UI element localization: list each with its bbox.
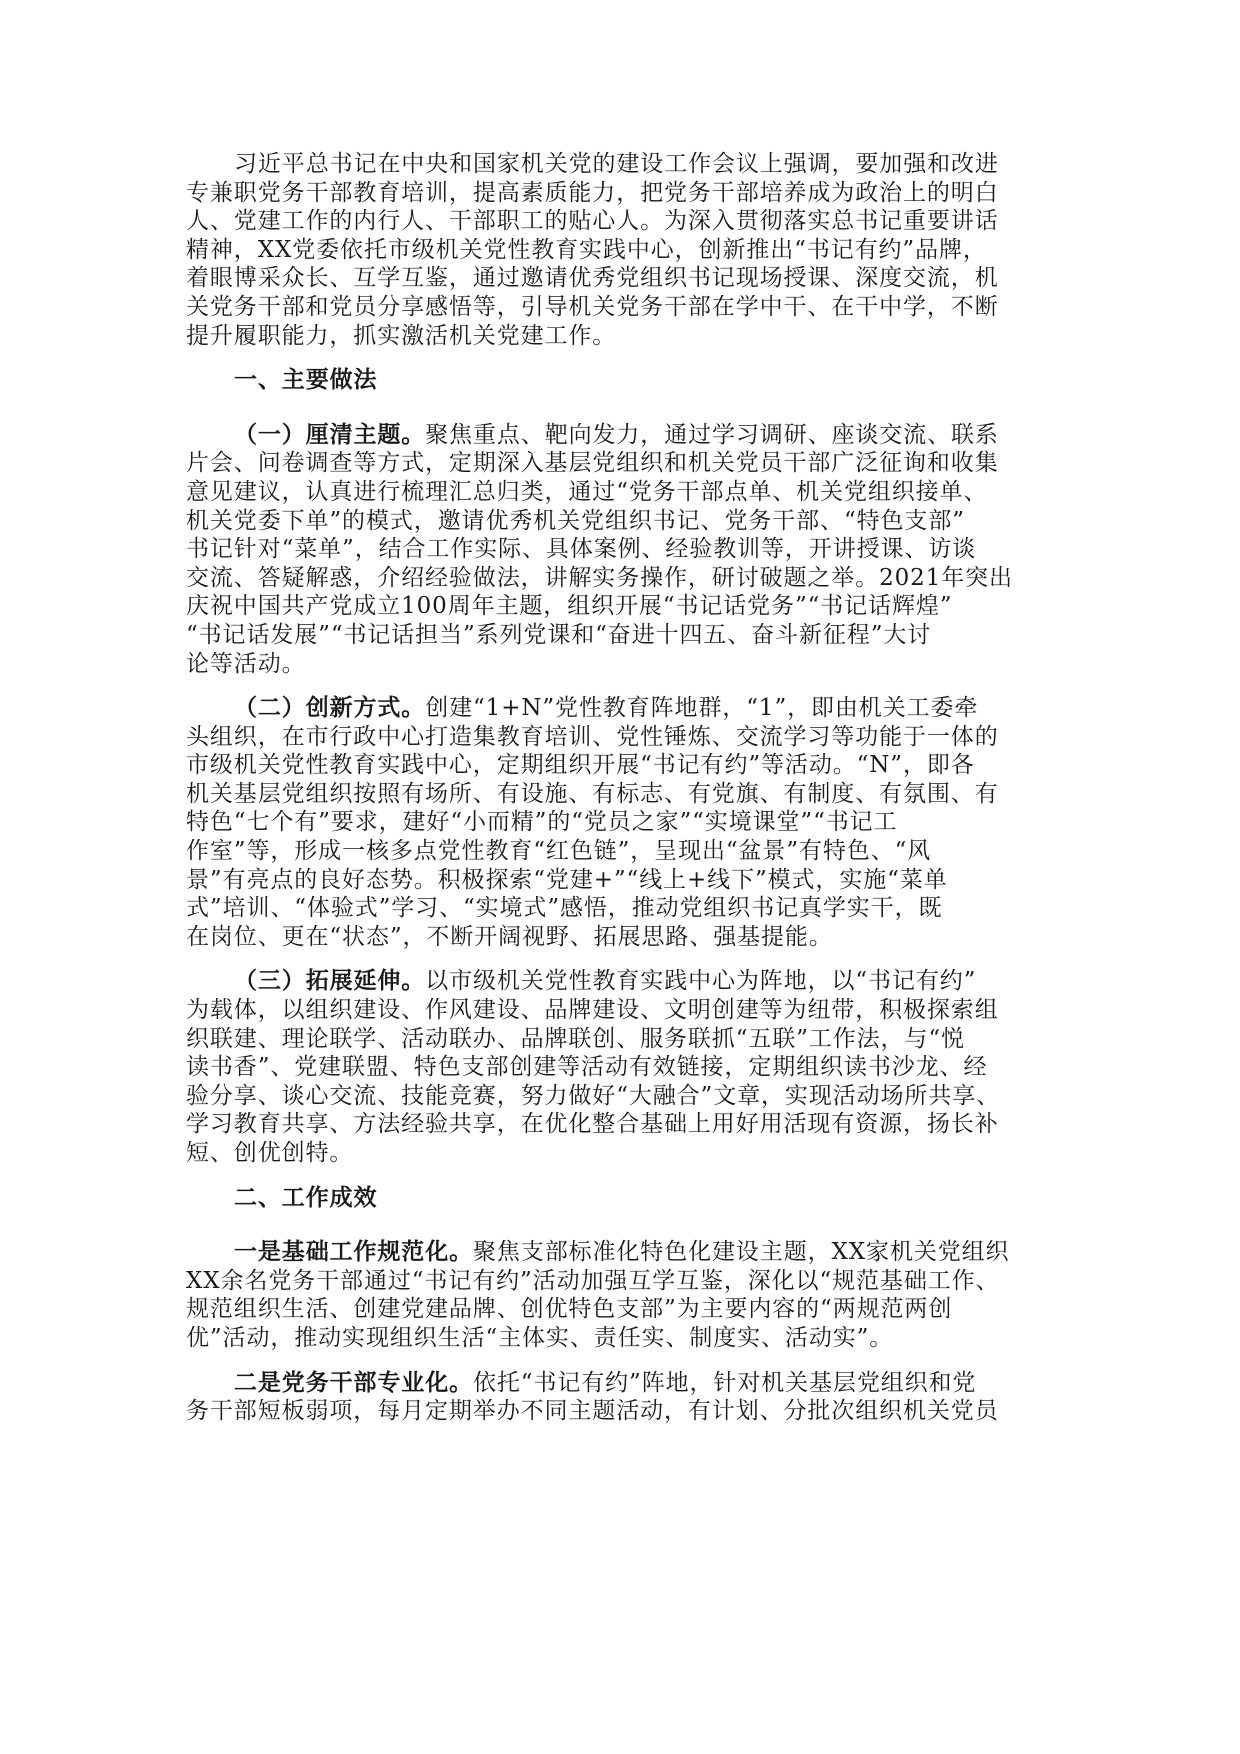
text-line: 交流、答疑解惑，介绍经验做法，讲解实务操作，研讨破题之举。2021年突出 <box>186 564 1013 591</box>
text-line: “书记话发展”“书记话担当”系列党课和“奋进十四五、奋斗新征程”大讨 <box>186 621 932 648</box>
text-line <box>186 967 1046 996</box>
text-line: 规范组织生活、创建党建品牌、创优特色支部”为主要内容的“两规范两创 <box>186 1296 953 1323</box>
text-line: 读书香”、党建联盟、特色支部创建等活动有效链接，定期组织读书沙龙、经 <box>186 1054 988 1081</box>
text-line: 机关党委下单”的模式，邀请优秀机关党组织书记、党务干部、“特色支部” <box>186 507 965 534</box>
text-line <box>186 421 1046 450</box>
text-span: 以市级机关党性教育实践中心为阵地，以“书记有约” <box>425 968 977 995</box>
text-line: 优”活动，推动实现组织生活“主体实、责任实、制度实、活动实”。 <box>186 1324 894 1351</box>
paragraph-innovate-methods <box>186 694 1046 951</box>
text-line: 关党务干部和党员分享感悟等，引导机关党务干部在学中干、在干中学，不断 <box>186 293 999 320</box>
text-line: XX余名党务干部通过“书记有约”活动加强互学互鉴，深化以“规范基础工作、 <box>186 1267 1000 1294</box>
text-line: 专兼职党务干部教育培训，提高素质能力，把党务干部培养成为政治上的明白 <box>186 179 999 206</box>
text-line: 习近平总书记在中央和国家机关党的建设工作会议上强调，要加强和改进 <box>234 151 999 177</box>
text-line: 学习教育共享、方法经验共享，在优化整合基础上用好用活现有资源，扬长补 <box>186 1111 999 1138</box>
text-line <box>186 694 1046 723</box>
text-line: 论等活动。 <box>186 650 306 677</box>
section-heading-main-practices: 一、主要做法 <box>234 366 378 394</box>
text-line: 市级机关党性教育实践中心，定期组织开展“书记有约”等活动。“N”，即各 <box>186 752 975 779</box>
text-line: 验分享、谈心交流、技能竞赛，努力做好“大融合”文章，实现活动场所共享、 <box>186 1082 1001 1109</box>
text-span: 依托“书记有约”阵地，针对机关基层党组织和党 <box>473 1369 977 1396</box>
text-span: 聚焦重点、靶向发力，通过学习调研、座谈交流、联系 <box>425 421 999 448</box>
text-line: 机关基层党组织按照有场所、有设施、有标志、有党旗、有制度、有氛围、有 <box>186 780 999 807</box>
paragraph-professionalization <box>186 1369 1046 1426</box>
paragraph-standardization <box>186 1238 1046 1352</box>
paragraph-expand-extend <box>186 967 1046 1167</box>
text-line: 景”有亮点的良好态势。积极探索“党建+”“线上+线下”模式，实施“菜单 <box>186 866 948 893</box>
text-line: 务干部短板弱项，每月定期举办不同主题活动，有计划、分批次组织机关党员 <box>186 1398 999 1425</box>
paragraph-lead: 一是基础工作规范化。 <box>234 1238 473 1266</box>
text-line: 书记针对“菜单”，结合工作实际、具体案例、经验教训等，开讲授课、访谈 <box>186 536 977 563</box>
text-line: 精神，XX党委依托市级机关党性教育实践中心，创新推出“书记有约”品牌， <box>186 236 987 263</box>
text-line: 庆祝中国共产党成立100周年主题，组织开展“书记话党务”“书记话辉煌” <box>186 593 953 620</box>
text-line: 式”培训、“体验式”学习、“实境式”感悟，推动党组织书记真学实干，既 <box>186 895 943 922</box>
paragraph-clarify-theme <box>186 421 1046 678</box>
section-heading-results: 二、工作成效 <box>234 1183 378 1211</box>
text-line: 为载体，以组织建设、作风建设、品牌建设、文明创建等为纽带，积极探索组 <box>186 997 999 1024</box>
text-line: 作室”等，形成一核多点党性教育“红色链”，呈现出“盆景”有特色、“风 <box>186 838 932 865</box>
text-line: 人、党建工作的内行人、干部职工的贴心人。为深入贯彻落实总书记重要讲话 <box>186 208 999 235</box>
text-line <box>186 1369 1046 1398</box>
paragraph-lead: （二）创新方式。 <box>234 694 426 722</box>
text-line: 短、创优创特。 <box>186 1140 354 1166</box>
text-line: 特色“七个有”要求，建好“小而精”的“党员之家”“实境课堂”“书记工 <box>186 809 898 836</box>
text-line: 片会、问卷调查等方式，定期深入基层党组织和机关党员干部广泛征询和收集 <box>186 450 999 477</box>
text-line: 着眼博采众长、互学互鉴，通过邀请优秀党组织书记现场授课、深度交流，机 <box>186 265 999 292</box>
document-page <box>186 150 1046 1442</box>
text-line: 意见建议，认真进行梳理汇总归类，通过“党务干部点单、机关党组织接单、 <box>186 478 988 505</box>
paragraph-lead: （一）厘清主题。 <box>234 420 426 448</box>
paragraph-lead: 二是党务干部专业化。 <box>234 1368 473 1396</box>
paragraph-lead: （三）拓展延伸。 <box>234 967 426 995</box>
text-span: 创建“1+N”党性教育阵地群，“1”，即由机关工委牵 <box>425 695 979 722</box>
intro-paragraph <box>186 150 1046 350</box>
text-line: 提升履职能力，抓实激活机关党建工作。 <box>186 322 617 349</box>
text-line: 织联建、理论联学、活动联办、品牌联创、服务联抓“五联”工作法，与“悦 <box>186 1025 965 1052</box>
text-line: 在岗位、更在“状态”，不断开阔视野、拓展思路、强基提能。 <box>186 923 833 950</box>
text-line <box>186 1238 1046 1267</box>
text-line: 头组织，在市行政中心打造集教育培训、党性锤炼、交流学习等功能于一体的 <box>186 723 999 750</box>
text-span: 聚焦支部标准化特色化建设主题，XX家机关党组织 <box>473 1239 1010 1266</box>
